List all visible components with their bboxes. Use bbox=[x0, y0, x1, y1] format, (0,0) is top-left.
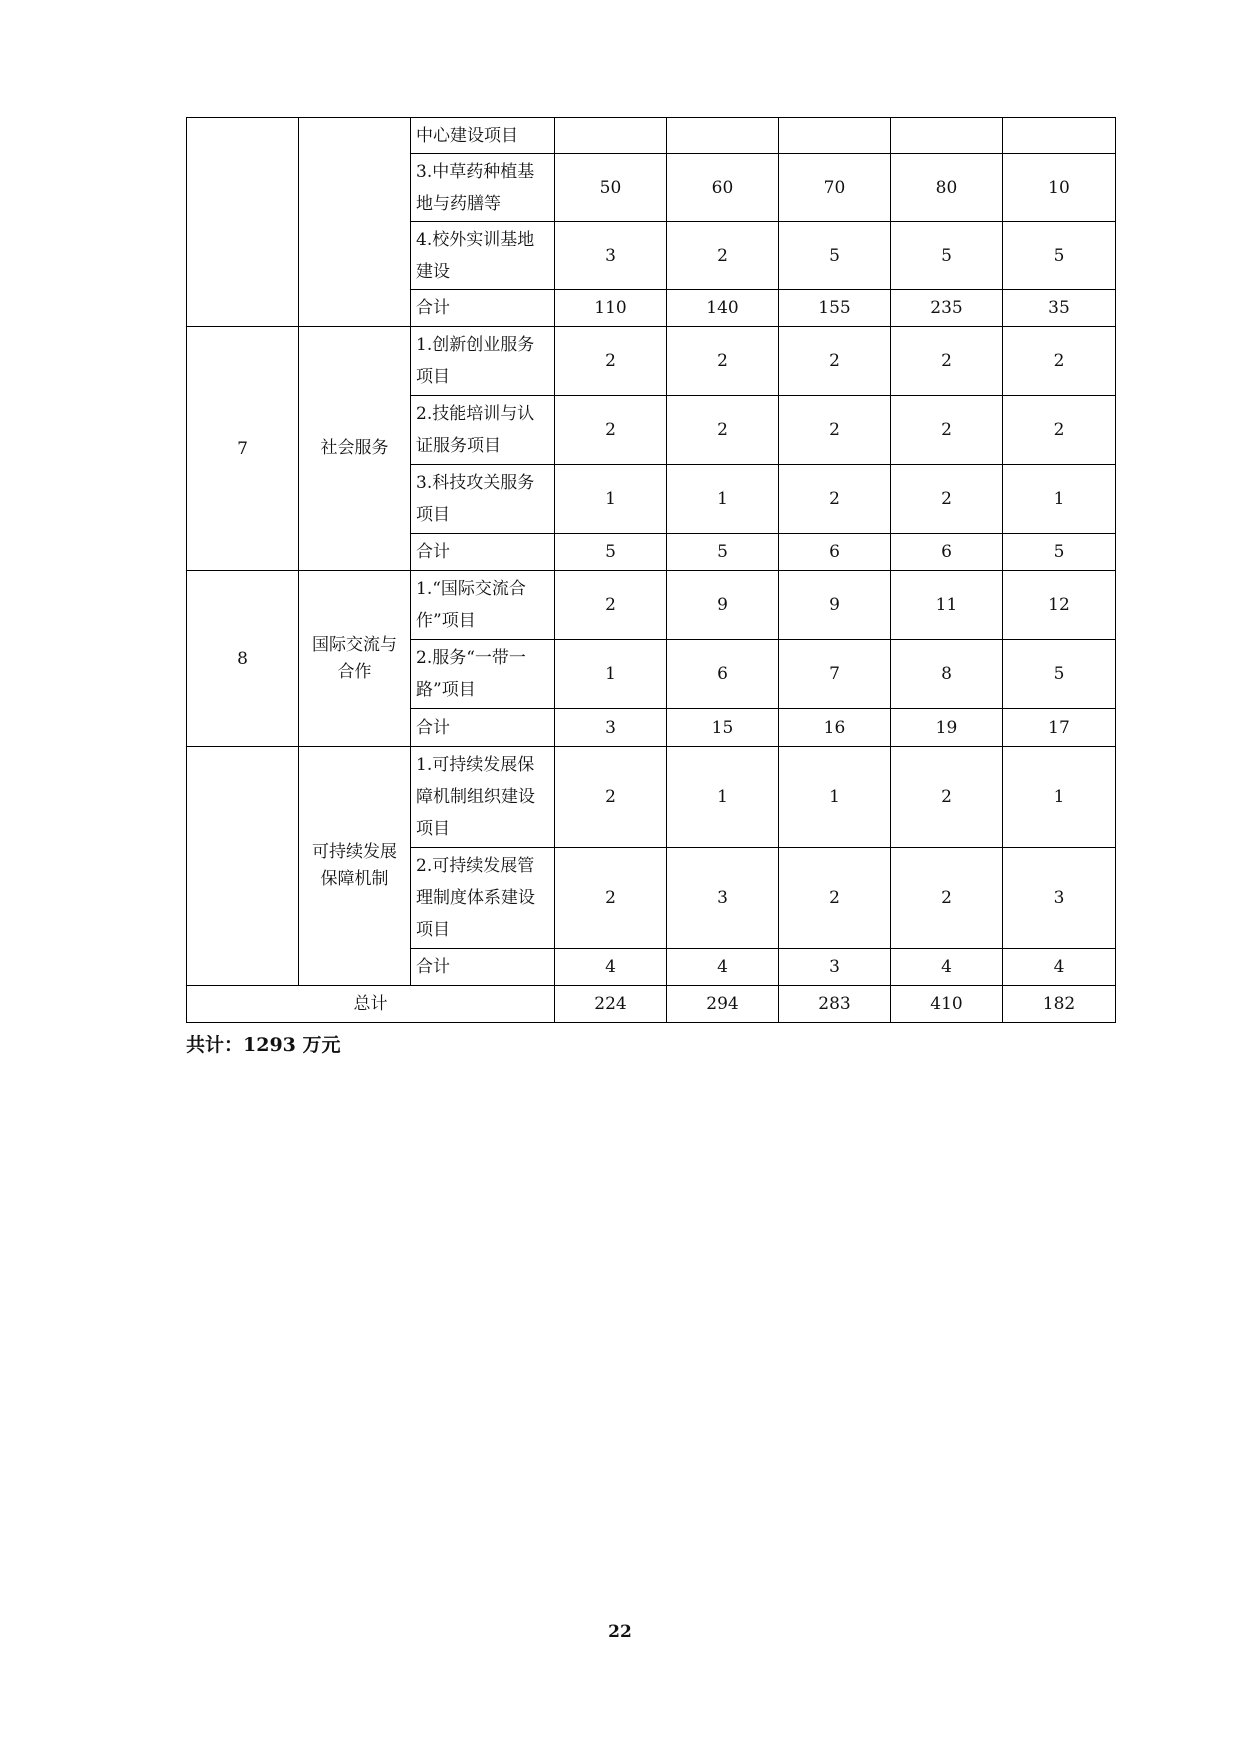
value-cell: 155 bbox=[779, 290, 891, 327]
value-cell: 17 bbox=[1003, 709, 1116, 747]
value-cell: 2 bbox=[667, 222, 779, 290]
item-cell: 合计 bbox=[411, 534, 555, 571]
value-cell: 6 bbox=[891, 534, 1003, 571]
item-cell: 4.校外实训基地建设 bbox=[411, 222, 555, 290]
item-cell: 3.科技攻关服务项目 bbox=[411, 465, 555, 534]
value-cell: 16 bbox=[779, 709, 891, 747]
value-cell: 6 bbox=[667, 640, 779, 709]
item-cell: 合计 bbox=[411, 290, 555, 327]
value-cell: 5 bbox=[1003, 640, 1116, 709]
value-cell: 5 bbox=[667, 534, 779, 571]
item-cell: 中心建设项目 bbox=[411, 118, 555, 154]
budget-table bbox=[186, 117, 1116, 1023]
value-cell: 2 bbox=[667, 327, 779, 396]
value-cell: 2 bbox=[891, 848, 1003, 949]
group-number-cell: 7 bbox=[187, 327, 299, 571]
value-cell: 5 bbox=[779, 222, 891, 290]
value-cell: 2 bbox=[891, 465, 1003, 534]
group-category-cell: 社会服务 bbox=[299, 327, 411, 571]
value-cell: 2 bbox=[1003, 396, 1116, 465]
item-cell: 1.创新创业服务项目 bbox=[411, 327, 555, 396]
value-cell: 3 bbox=[1003, 848, 1116, 949]
value-cell: 1 bbox=[555, 640, 667, 709]
page-number: 22 bbox=[608, 1622, 632, 1642]
value-cell: 5 bbox=[1003, 534, 1116, 571]
value-cell: 410 bbox=[891, 986, 1003, 1023]
value-cell: 3 bbox=[779, 949, 891, 986]
value-cell: 19 bbox=[891, 709, 1003, 747]
item-cell: 3.中草药种植基地与药膳等 bbox=[411, 154, 555, 222]
value-cell: 110 bbox=[555, 290, 667, 327]
value-cell: 2 bbox=[891, 327, 1003, 396]
group-category-cell: 可持续发展保障机制 bbox=[299, 747, 411, 986]
value-cell: 6 bbox=[779, 534, 891, 571]
value-cell bbox=[779, 118, 891, 154]
item-cell: 合计 bbox=[411, 949, 555, 986]
table-row bbox=[187, 747, 1116, 848]
value-cell: 7 bbox=[779, 640, 891, 709]
value-cell: 294 bbox=[667, 986, 779, 1023]
value-cell: 3 bbox=[555, 222, 667, 290]
value-cell: 60 bbox=[667, 154, 779, 222]
value-cell: 2 bbox=[779, 848, 891, 949]
value-cell: 11 bbox=[891, 571, 1003, 640]
grand-total-label: 总计 bbox=[187, 986, 555, 1023]
value-cell: 2 bbox=[779, 396, 891, 465]
value-cell: 12 bbox=[1003, 571, 1116, 640]
value-cell: 4 bbox=[555, 949, 667, 986]
table-row bbox=[187, 571, 1116, 640]
value-cell bbox=[555, 118, 667, 154]
value-cell: 50 bbox=[555, 154, 667, 222]
value-cell: 1 bbox=[779, 747, 891, 848]
value-cell: 2 bbox=[555, 747, 667, 848]
value-cell: 1 bbox=[1003, 747, 1116, 848]
value-cell: 1 bbox=[555, 465, 667, 534]
value-cell: 80 bbox=[891, 154, 1003, 222]
value-cell: 9 bbox=[779, 571, 891, 640]
value-cell: 182 bbox=[1003, 986, 1116, 1023]
value-cell: 2 bbox=[667, 396, 779, 465]
value-cell: 2 bbox=[891, 396, 1003, 465]
value-cell: 35 bbox=[1003, 290, 1116, 327]
item-cell: 合计 bbox=[411, 709, 555, 747]
group-category-cell bbox=[299, 118, 411, 327]
value-cell: 2 bbox=[555, 327, 667, 396]
value-cell bbox=[891, 118, 1003, 154]
value-cell: 2 bbox=[555, 848, 667, 949]
value-cell: 1 bbox=[1003, 465, 1116, 534]
value-cell: 2 bbox=[555, 571, 667, 640]
value-cell: 1 bbox=[667, 747, 779, 848]
item-cell: 2.可持续发展管理制度体系建设项目 bbox=[411, 848, 555, 949]
value-cell: 140 bbox=[667, 290, 779, 327]
group-number-cell bbox=[187, 118, 299, 327]
value-cell: 10 bbox=[1003, 154, 1116, 222]
value-cell: 2 bbox=[555, 396, 667, 465]
value-cell: 235 bbox=[891, 290, 1003, 327]
item-cell: 2.服务“一带一路”项目 bbox=[411, 640, 555, 709]
value-cell: 2 bbox=[779, 327, 891, 396]
value-cell: 3 bbox=[555, 709, 667, 747]
value-cell: 9 bbox=[667, 571, 779, 640]
item-cell: 1.“国际交流合作”项目 bbox=[411, 571, 555, 640]
value-cell: 1 bbox=[667, 465, 779, 534]
value-cell: 2 bbox=[1003, 327, 1116, 396]
value-cell: 4 bbox=[1003, 949, 1116, 986]
table-row bbox=[187, 327, 1116, 396]
table-row bbox=[187, 118, 1116, 154]
value-cell: 283 bbox=[779, 986, 891, 1023]
grand-total-row bbox=[187, 986, 1116, 1023]
group-number-cell bbox=[187, 747, 299, 986]
value-cell: 5 bbox=[891, 222, 1003, 290]
group-category-cell: 国际交流与合作 bbox=[299, 571, 411, 747]
value-cell: 3 bbox=[667, 848, 779, 949]
value-cell: 8 bbox=[891, 640, 1003, 709]
value-cell: 5 bbox=[555, 534, 667, 571]
value-cell: 2 bbox=[779, 465, 891, 534]
value-cell bbox=[1003, 118, 1116, 154]
value-cell: 5 bbox=[1003, 222, 1116, 290]
group-number-cell: 8 bbox=[187, 571, 299, 747]
value-cell: 70 bbox=[779, 154, 891, 222]
item-cell: 1.可持续发展保障机制组织建设项目 bbox=[411, 747, 555, 848]
item-cell: 2.技能培训与认证服务项目 bbox=[411, 396, 555, 465]
value-cell: 224 bbox=[555, 986, 667, 1023]
value-cell: 4 bbox=[667, 949, 779, 986]
value-cell: 15 bbox=[667, 709, 779, 747]
value-cell: 4 bbox=[891, 949, 1003, 986]
total-note: 共计：1293 万元 bbox=[186, 1034, 341, 1056]
value-cell: 2 bbox=[891, 747, 1003, 848]
value-cell bbox=[667, 118, 779, 154]
